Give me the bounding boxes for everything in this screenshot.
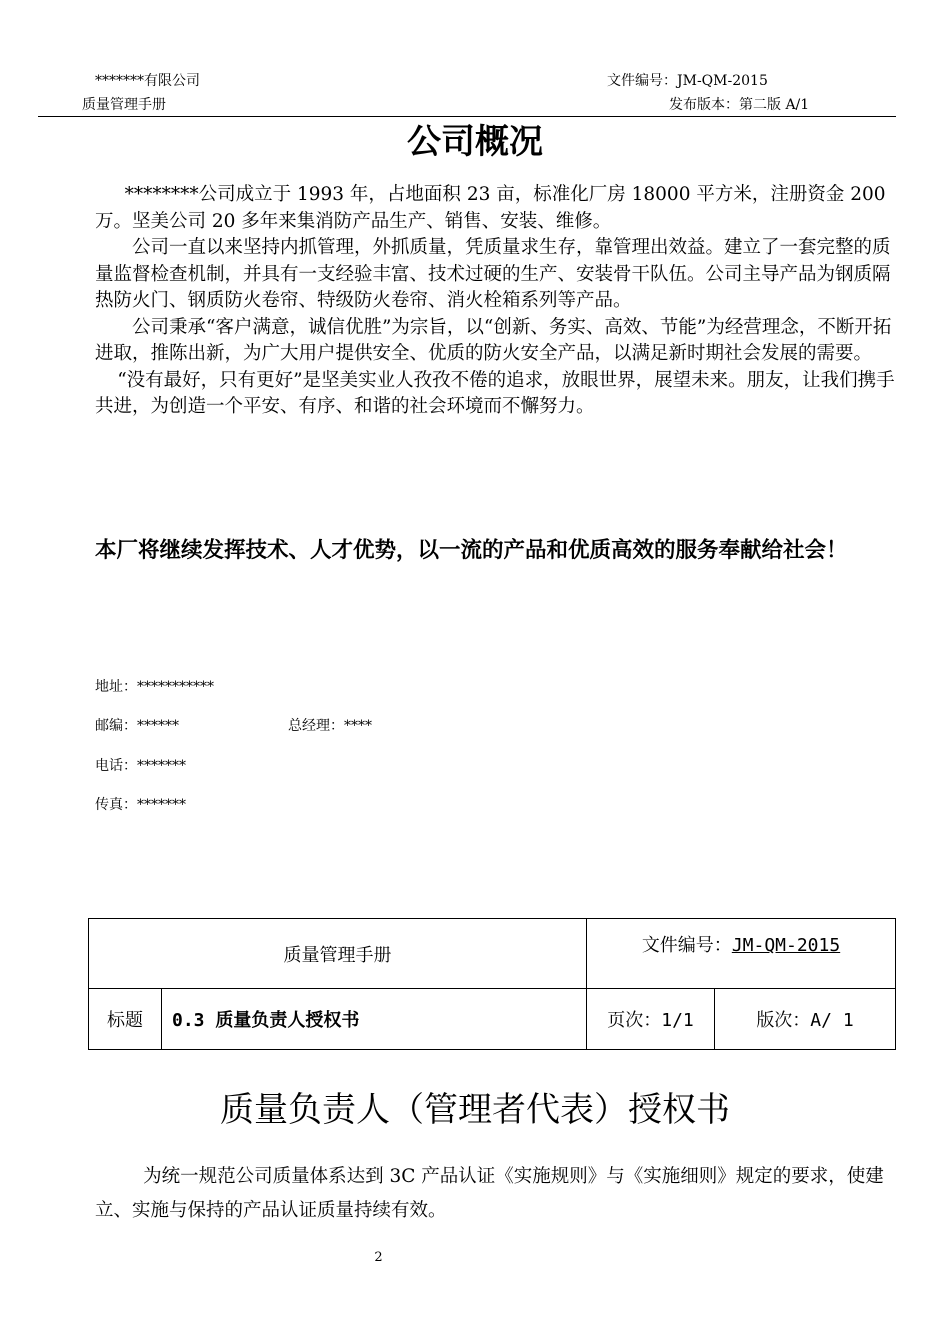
header-version: 发布版本：第二版 A/1	[669, 97, 810, 113]
header-company: *******有限公司	[95, 73, 200, 89]
overview-slogan: 本厂将继续发挥技术、人才优势，以一流的产品和优质高效的服务奉献给社会！	[95, 538, 848, 563]
table-doc-number-cell	[587, 919, 896, 989]
table-row	[89, 989, 896, 1050]
contact-manager: 总经理：****	[288, 718, 372, 734]
table-title-text: 0.3 质量负责人授权书	[172, 1010, 360, 1031]
authorization-body	[95, 1160, 885, 1228]
page-number: 2	[374, 1250, 383, 1265]
header-manual-name: 质量管理手册	[82, 97, 166, 113]
table-doc-number-value: JM-QM-2015	[731, 935, 841, 956]
authorization-paragraph: 为统一规范公司质量体系达到 3C 产品认证《实施规则》与《实施细则》规定的要求，使建立、实施与保持的产品认证质量持续有效。	[95, 1166, 884, 1221]
overview-body	[95, 182, 895, 421]
table-title-label: 标题	[89, 989, 162, 1050]
overview-paragraph-2: 公司一直以来坚持内抓管理，外抓质量，凭质量求生存，靠管理出效益。建立了一套完整的质量监督检查机制，并具有一支经验丰富、技术过硬的生产、安装骨干队伍。公司主导产品为钢质隔热防火门、钢质防火卷帘、特级防火卷帘、消火栓箱系列等产品。	[95, 237, 891, 311]
header-doc-number: 文件编号：JM-QM-2015	[607, 73, 768, 89]
contact-postcode: 邮编：******	[95, 718, 179, 734]
table-title-value	[162, 989, 587, 1050]
table-row	[89, 919, 896, 989]
overview-paragraph-4: “没有最好，只有更好”是坚美实业人孜孜不倦的追求，放眼世界，展望未来。朋友，让我们携手共进，为创造一个平安、有序、和谐的社会环境而不懈努力。	[95, 369, 895, 417]
overview-paragraph-3: 公司秉承“客户满意，诚信优胜”为宗旨，以“创新、务实、高效、节能”为经营理念，不断开拓进取，推陈出新，为广大用户提供安全、优质的防火安全产品，以满足新时期社会发展的需要。	[95, 316, 892, 364]
contact-fax: 传真：*******	[95, 797, 186, 813]
document-control-table	[88, 918, 896, 1050]
overview-title: 公司概况	[407, 122, 543, 162]
authorization-title: 质量负责人（管理者代表）授权书	[220, 1090, 730, 1130]
table-manual-cell	[89, 919, 587, 989]
table-page: 页次：1/1	[587, 989, 715, 1050]
table-version: 版次：A/ 1	[715, 989, 896, 1050]
header-divider	[38, 116, 896, 117]
table-manual-name: 质量管理手册	[283, 944, 392, 966]
overview-paragraph-1: ********公司成立于 1993 年，占地面积 23 亩，标准化厂房 18000 平方米，注册资金 200 万。坚美公司 20 多年来集消防产品生产、销售、安装、维修。	[95, 184, 886, 232]
table-doc-number-label: 文件编号：	[641, 935, 732, 956]
contact-address: 地址：***********	[95, 679, 214, 695]
contact-phone: 电话：*******	[95, 758, 186, 774]
